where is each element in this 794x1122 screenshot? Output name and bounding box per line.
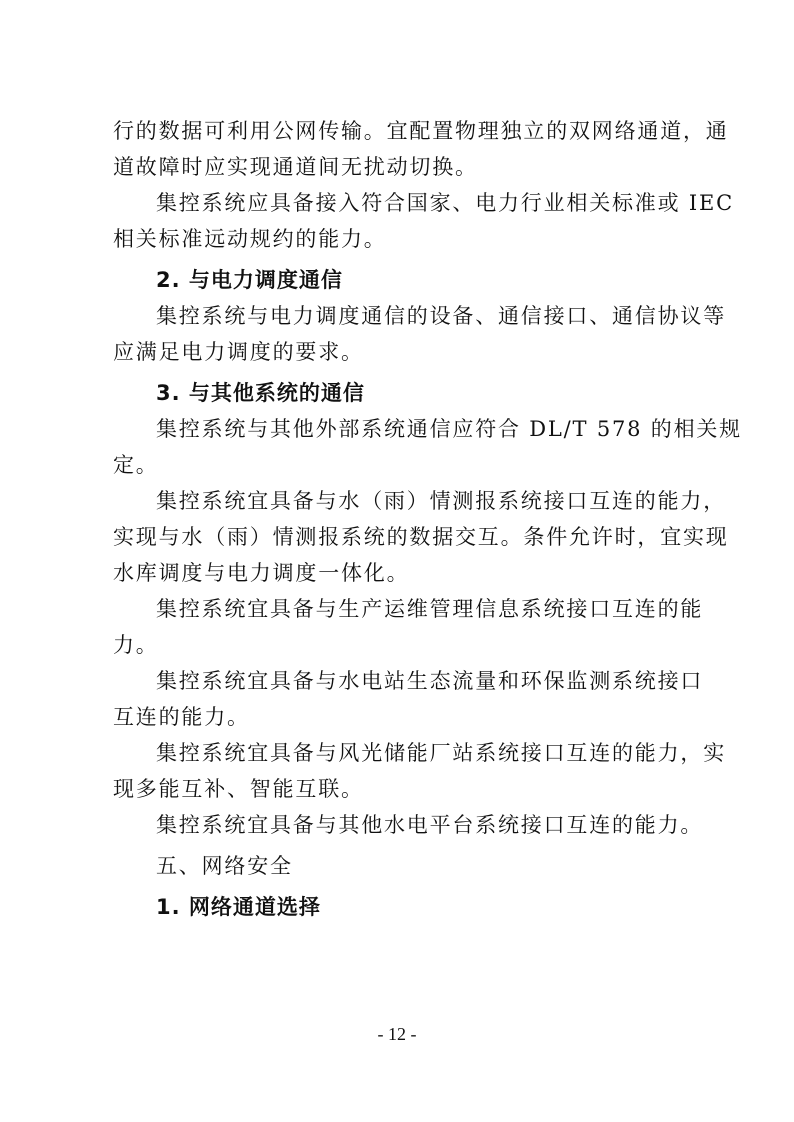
paragraph-line: 道故障时应实现通道间无扰动切换。 [113, 155, 478, 179]
paragraph-line: 集控系统宜具备与其他水电平台系统接口互连的能力。 [156, 813, 704, 837]
paragraph-line: 集控系统宜具备与水电站生态流量和环保监测系统接口 [156, 669, 704, 693]
paragraph-line: 相关标准远动规约的能力。 [113, 227, 387, 251]
section-heading: 1. 网络通道选择 [156, 895, 321, 919]
paragraph-line: 集控系统宜具备与水（雨）情测报系统接口互连的能力， [156, 489, 726, 513]
paragraph-line: 集控系统应具备接入符合国家、电力行业相关标准或 IEC [156, 191, 734, 215]
paragraph-line: 集控系统与电力调度通信的设备、通信接口、通信协议等 [156, 304, 726, 328]
paragraph-line: 水库调度与电力调度一体化。 [113, 561, 410, 585]
paragraph-line: 力。 [113, 633, 159, 657]
paragraph-line: 集控系统与其他外部系统通信应符合 DL/T 578 的相关规 [156, 417, 742, 441]
paragraph-line: 定。 [113, 453, 159, 477]
document-body [113, 113, 742, 925]
paragraph-line: 互连的能力。 [113, 705, 250, 729]
paragraph-line: 应满足电力调度的要求。 [113, 340, 364, 364]
paragraph-line: 实现与水（雨）情测报系统的数据交互。条件允许时，宜实现 [113, 525, 729, 549]
section-heading: 3. 与其他系统的通信 [156, 381, 365, 405]
paragraph-line: 现多能互补、智能互联。 [113, 777, 364, 801]
section-heading: 2. 与电力调度通信 [156, 268, 343, 292]
chapter-heading: 五、网络安全 [156, 854, 293, 878]
paragraph-line: 集控系统宜具备与风光储能厂站系统接口互连的能力，实 [156, 741, 726, 765]
paragraph-line: 行的数据可利用公网传输。宜配置物理独立的双网络通道，通 [113, 119, 729, 143]
paragraph-line: 集控系统宜具备与生产运维管理信息系统接口互连的能 [156, 597, 704, 621]
page-number: - 12 - [377, 1024, 417, 1044]
